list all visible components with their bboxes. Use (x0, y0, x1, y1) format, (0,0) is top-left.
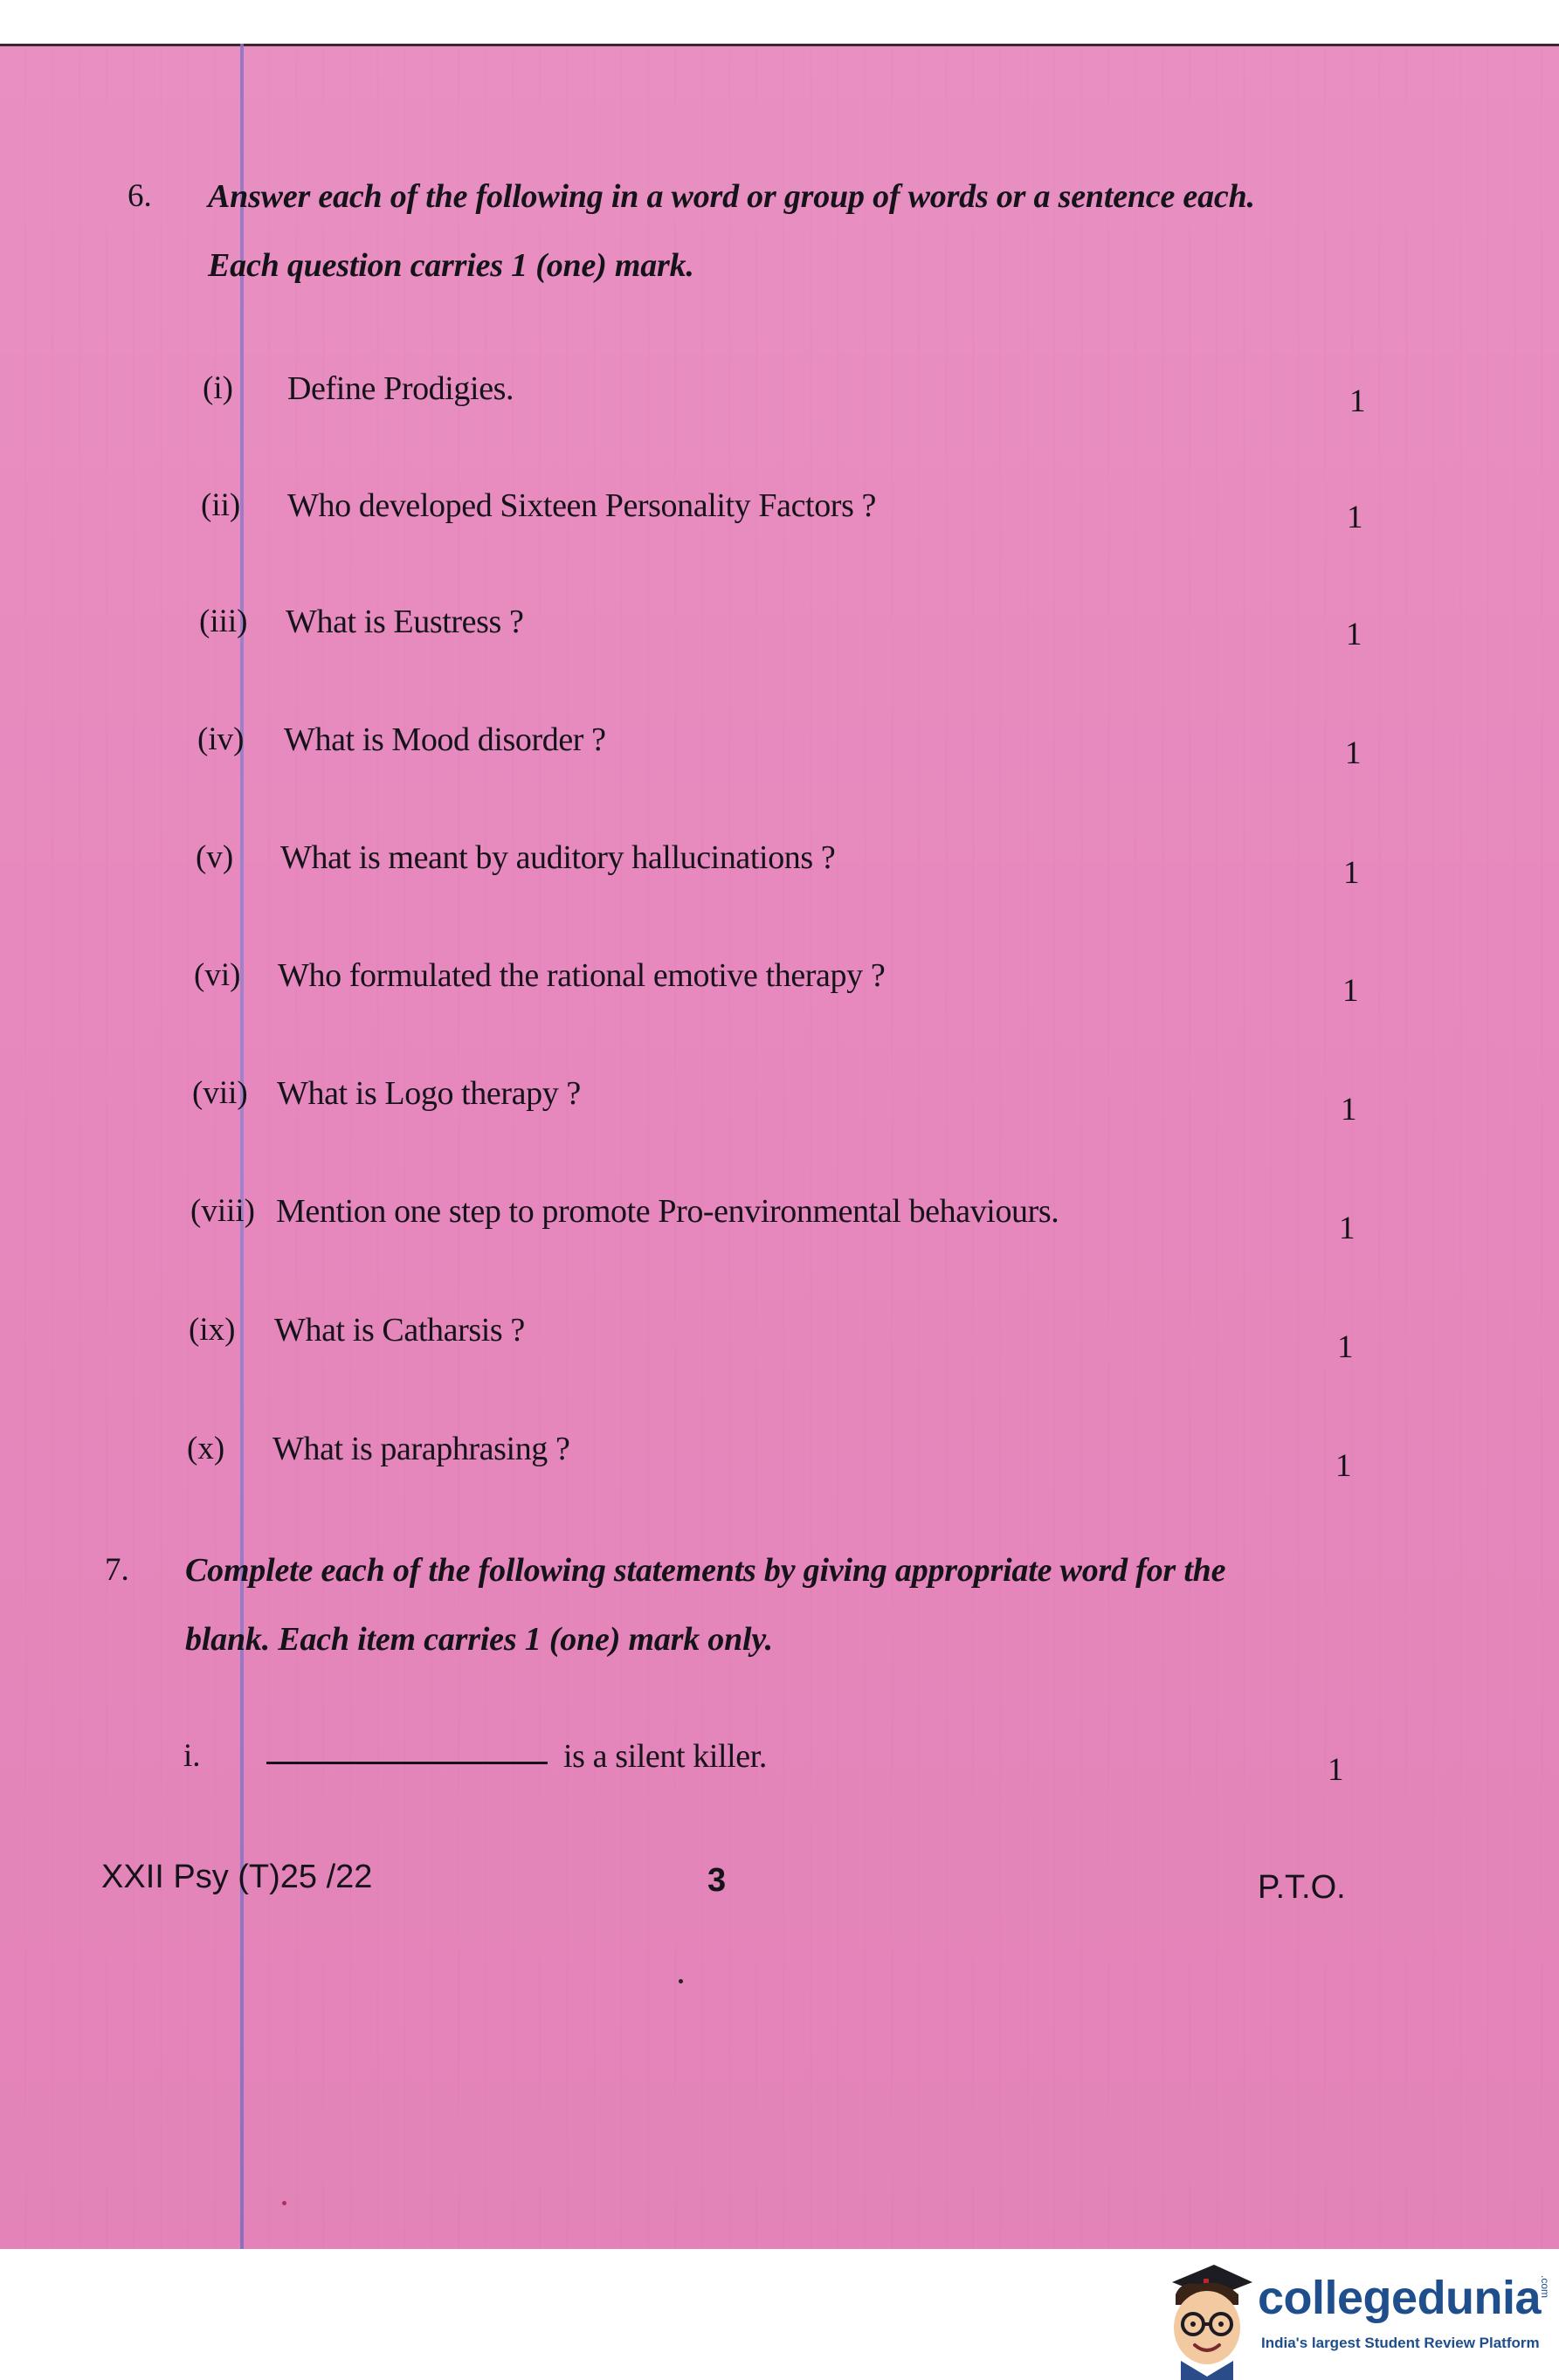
q7-item-number: i. (183, 1738, 201, 1774)
page-number: 3 (707, 1862, 727, 1899)
q6-item-text: What is meant by auditory hallucinations ? (280, 839, 836, 876)
q6-item-text: What is Logo therapy ? (277, 1075, 581, 1112)
q6-item-text: What is Eustress ? (286, 604, 524, 640)
student-mascot-icon (1155, 2249, 1258, 2380)
scan-speck (282, 2201, 286, 2205)
answer-blank (266, 1762, 548, 1764)
q6-item-number: (iii) (199, 604, 248, 639)
question-6-number: 6. (128, 178, 152, 214)
q6-item-mark: 1 (1341, 1092, 1357, 1128)
brand-name: collegedunia (1258, 2272, 1542, 2324)
q6-item-mark: 1 (1347, 500, 1363, 535)
q6-item-number: (ix) (189, 1312, 236, 1348)
q6-item-number: (viii) (190, 1193, 255, 1229)
q6-item-mark: 1 (1342, 973, 1359, 1009)
q7-item-text: is a silent killer. (563, 1738, 768, 1775)
scan-speck (679, 1979, 683, 1983)
q6-item-number: (v) (196, 839, 234, 875)
q7-item-mark: 1 (1328, 1752, 1344, 1788)
question-7-instruction-line2: blank. Each item carries 1 (one) mark only. (185, 1621, 773, 1658)
q6-item-number: (x) (187, 1431, 225, 1466)
q6-item-mark: 1 (1339, 1211, 1356, 1246)
question-6-instruction-line2: Each question carries 1 (one) mark. (208, 247, 694, 284)
q6-item-mark: 1 (1337, 1329, 1354, 1365)
margin-line (240, 44, 244, 2249)
q6-item-mark: 1 (1343, 855, 1360, 891)
q6-item-text: Who formulated the rational emotive therapy ? (278, 957, 886, 994)
q6-item-mark: 1 (1346, 617, 1362, 652)
brand-com: .com (1539, 2275, 1551, 2299)
q6-item-number: (iv) (197, 721, 245, 757)
q6-item-text: Mention one step to promote Pro-environmental behaviours. (276, 1193, 1059, 1230)
q6-item-number: (i) (203, 370, 233, 406)
pto-label: P.T.O. (1258, 1869, 1346, 1906)
q6-item-text: What is Catharsis ? (274, 1312, 525, 1349)
q6-item-number: (vii) (192, 1075, 248, 1111)
q6-item-text: What is Mood disorder ? (284, 721, 606, 758)
brand-tagline: India's largest Student Review Platform (1261, 2335, 1540, 2351)
q6-item-text: Define Prodigies. (287, 370, 514, 407)
q6-item-text: Who developed Sixteen Personality Factors ? (287, 487, 877, 524)
collegedunia-logo (1155, 2249, 1559, 2380)
question-7-number: 7. (105, 1552, 129, 1588)
q6-item-text: What is paraphrasing ? (272, 1431, 570, 1467)
exam-page (0, 44, 1559, 2249)
question-7-instruction-line1: Complete each of the following statements by giving appropriate word for the (185, 1552, 1226, 1589)
paper-code: XXII Psy (T)25 /22 (101, 1859, 373, 1895)
question-6-instruction-line1: Answer each of the following in a word or group of words or a sentence each. (208, 178, 1255, 215)
q6-item-mark: 1 (1345, 735, 1362, 771)
q6-item-mark: 1 (1335, 1448, 1352, 1484)
q6-item-number: (ii) (201, 487, 241, 523)
q6-item-number: (vi) (194, 957, 241, 993)
page-edge (0, 44, 1559, 46)
q6-item-mark: 1 (1349, 383, 1366, 419)
